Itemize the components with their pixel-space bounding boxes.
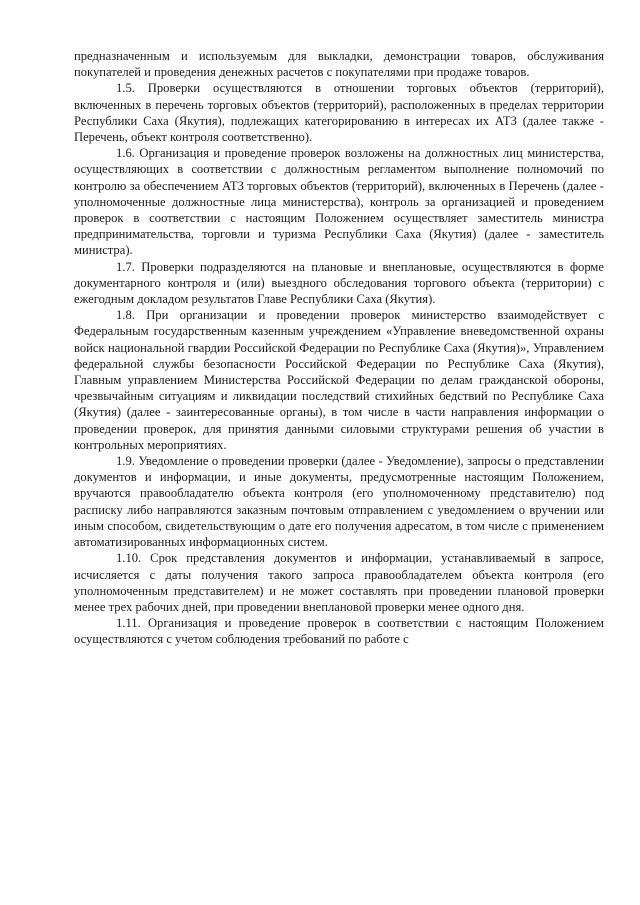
paragraph-1-7: 1.7. Проверки подразделяются на плановые и внеплановые, осуществляются в форме документарного контроля и (или) выездного обследования торгового объекта (территории) с ежегодным докладом результатов Главе Республики Саха (Якутия). — [74, 259, 604, 307]
paragraph-1-8: 1.8. При организации и проведении проверок министерство взаимодействует с Федеральным государственным казенным учреждением «Управление вневедомственной охраны войск национальной гвардии Российской Федерации по Республике Саха (Якутия)», Управлением федеральной службы безопасности Российской Федерации по Республике Саха (Якутия), Главным управлением Министерства Российской Федерации по делам гражданской обороны, чрезвычайным ситуациям и ликвидации последствий стихийных бедствий по Республике Саха (Якутия) (далее - заинтересованные органы), в том числе в части направления информации о проведении проверок, для принятия данными силовыми структурами решения об участии в контрольных мероприятиях. — [74, 308, 604, 452]
paragraph-continuation: предназначенным и используемым для выкладки, демонстрации товаров, обслуживания покупателей и проведения денежных расчетов с покупателями при продаже товаров. — [74, 49, 604, 80]
paragraph-1-9: 1.9. Уведомление о проведении проверки (далее - Уведомление), запросы о представлении документов и информации, и иные документы, предусмотренные настоящим Положением, вручаются правообладателю объекта контроля (его уполномоченному представителю) под расписку либо направляются заказным почтовым отправлением с уведомлением о вручении или иным способом, свидетельствующим о дате его получения адресатом, в том числе с применением автоматизированных информационных систем. — [74, 454, 604, 550]
paragraph-1-11: 1.11. Организация и проведение проверок в соответствии с настоящим Положением осуществляются с учетом соблюдения требований по работе с — [74, 616, 604, 647]
paragraph-1-10: 1.10. Срок представления документов и информации, устанавливаемый в запросе, исчисляется с даты получения такого запроса правообладателем объекта контроля (его уполномоченным представителем) и не может составлять при проведении плановой проверки менее трех рабочих дней, при проведении внеплановой проверки менее одного дня. — [74, 551, 604, 614]
paragraph-1-5: 1.5. Проверки осуществляются в отношении торговых объектов (территорий), включенных в перечень торговых объектов (территорий), расположенных в пределах территории Республики Саха (Якутия), подлежащих категорированию в интересах их АТЗ (далее также - Перечень, объект контроля соответственно). — [74, 81, 604, 145]
paragraph-1-6: 1.6. Организация и проведение проверок возложены на должностных лиц министерства, осуществляющих в соответствии с должностным регламентом выполнение полномочий по контролю за обеспечением АТЗ торговых объектов (территорий), включенных в Перечень (далее - уполномоченные должностные лица министерства), контроль за организацией и проведением проверок в соответствии с настоящим Положением осуществляет заместитель министра предпринимательства, торговли и туризма Республики Саха (Якутия) (далее - заместитель министра). — [74, 146, 604, 258]
